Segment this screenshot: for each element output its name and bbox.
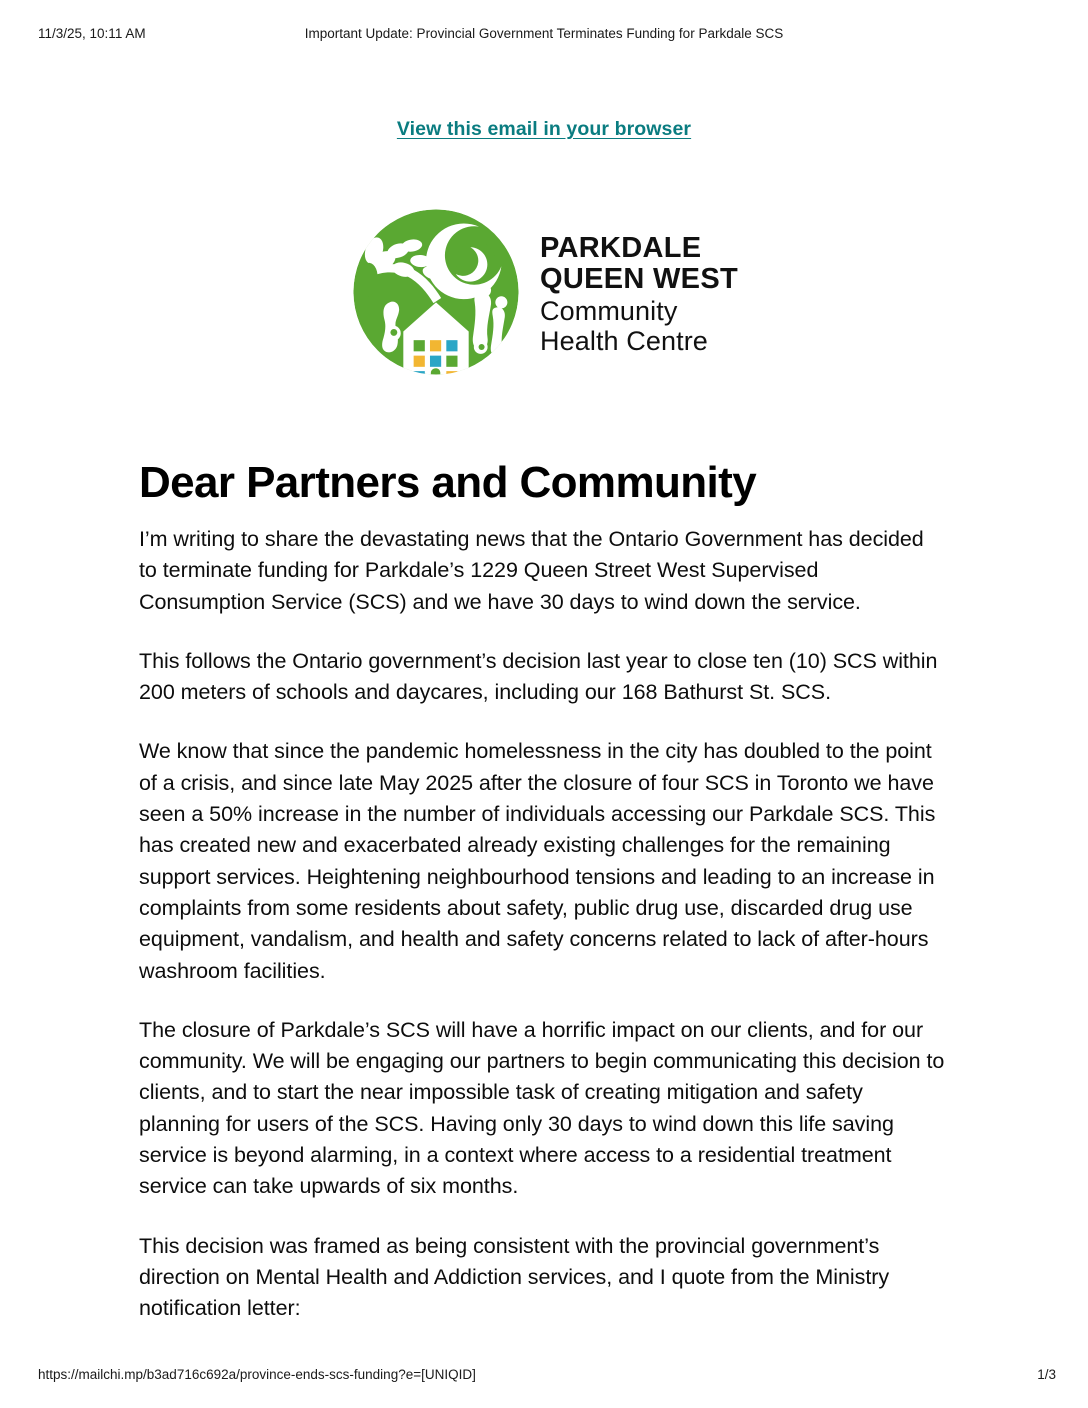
print-timestamp: 11/3/25, 10:11 AM	[38, 26, 146, 41]
logo-line-queen-west: QUEEN WEST	[540, 262, 738, 295]
view-in-browser-link[interactable]: View this email in your browser	[396, 118, 692, 140]
letter-paragraph: The closure of Parkdale’s SCS will have a horrific impact on our clients, and for our community. We will be engaging our partners to begin communicating this decision to clients, and to start the near impossible task of creating mitigation and safety planning for users of the SCS. Having only 30 days to wind down this life saving service is beyond alarming, in a context where access to a residential treatment service can take upwards of six months.	[139, 1017, 945, 1199]
print-page-indicator: 1/3	[1037, 1367, 1056, 1382]
letter-paragraph: I’m writing to share the devastating news that the Ontario Government has decided to terminate funding for Parkdale’s 1229 Queen Street West Supervised Consumption Service (SCS) and we have 30 days to wind down the service.	[139, 527, 924, 614]
print-document-title: Important Update: Provincial Government Terminates Funding for Parkdale SCS	[304, 26, 784, 41]
logo-line-health-centre: Health Centre	[540, 325, 708, 356]
logo-line-parkdale: PARKDALE	[540, 231, 702, 264]
print-source-url: https://mailchi.mp/b3ad716c692a/province-ends-scs-funding?e=[UNIQID]	[38, 1367, 476, 1382]
organization-logo	[0, 206, 1088, 378]
view-in-browser-row	[0, 118, 1088, 141]
page-title: Dear Partners and Community	[139, 458, 757, 508]
letter-paragraph: We know that since the pandemic homelessness in the city has doubled to the point of a crisis, and since late May 2025 after the closure of four SCS in Toronto we have seen a 50% increase in the number of individuals accessing our Parkdale SCS. This has created new and exacerbated already existing challenges for the remaining support services. Heightening neighbourhood tensions and leading to an increase in complaints from some residents about safety, public drug use, discarded drug use equipment, vandalism, and health and safety concerns related to lack of after-hours washroom facilities.	[139, 739, 936, 983]
letter-paragraph: This decision was framed as being consistent with the provincial government’s direction on Mental Health and Addiction services, and I quote from the Ministry notification letter:	[139, 1233, 890, 1321]
logo-wordmark	[540, 230, 738, 355]
letter-body	[139, 524, 945, 1325]
print-footer	[0, 1367, 1088, 1385]
parkdale-queen-west-chc-logo-icon	[350, 206, 522, 378]
letter-paragraph: This follows the Ontario government’s decision last year to close ten (10) SCS within 200 meters of schools and daycares, including our 168 Bathurst St. SCS.	[139, 648, 938, 705]
logo-line-community: Community	[540, 295, 678, 326]
